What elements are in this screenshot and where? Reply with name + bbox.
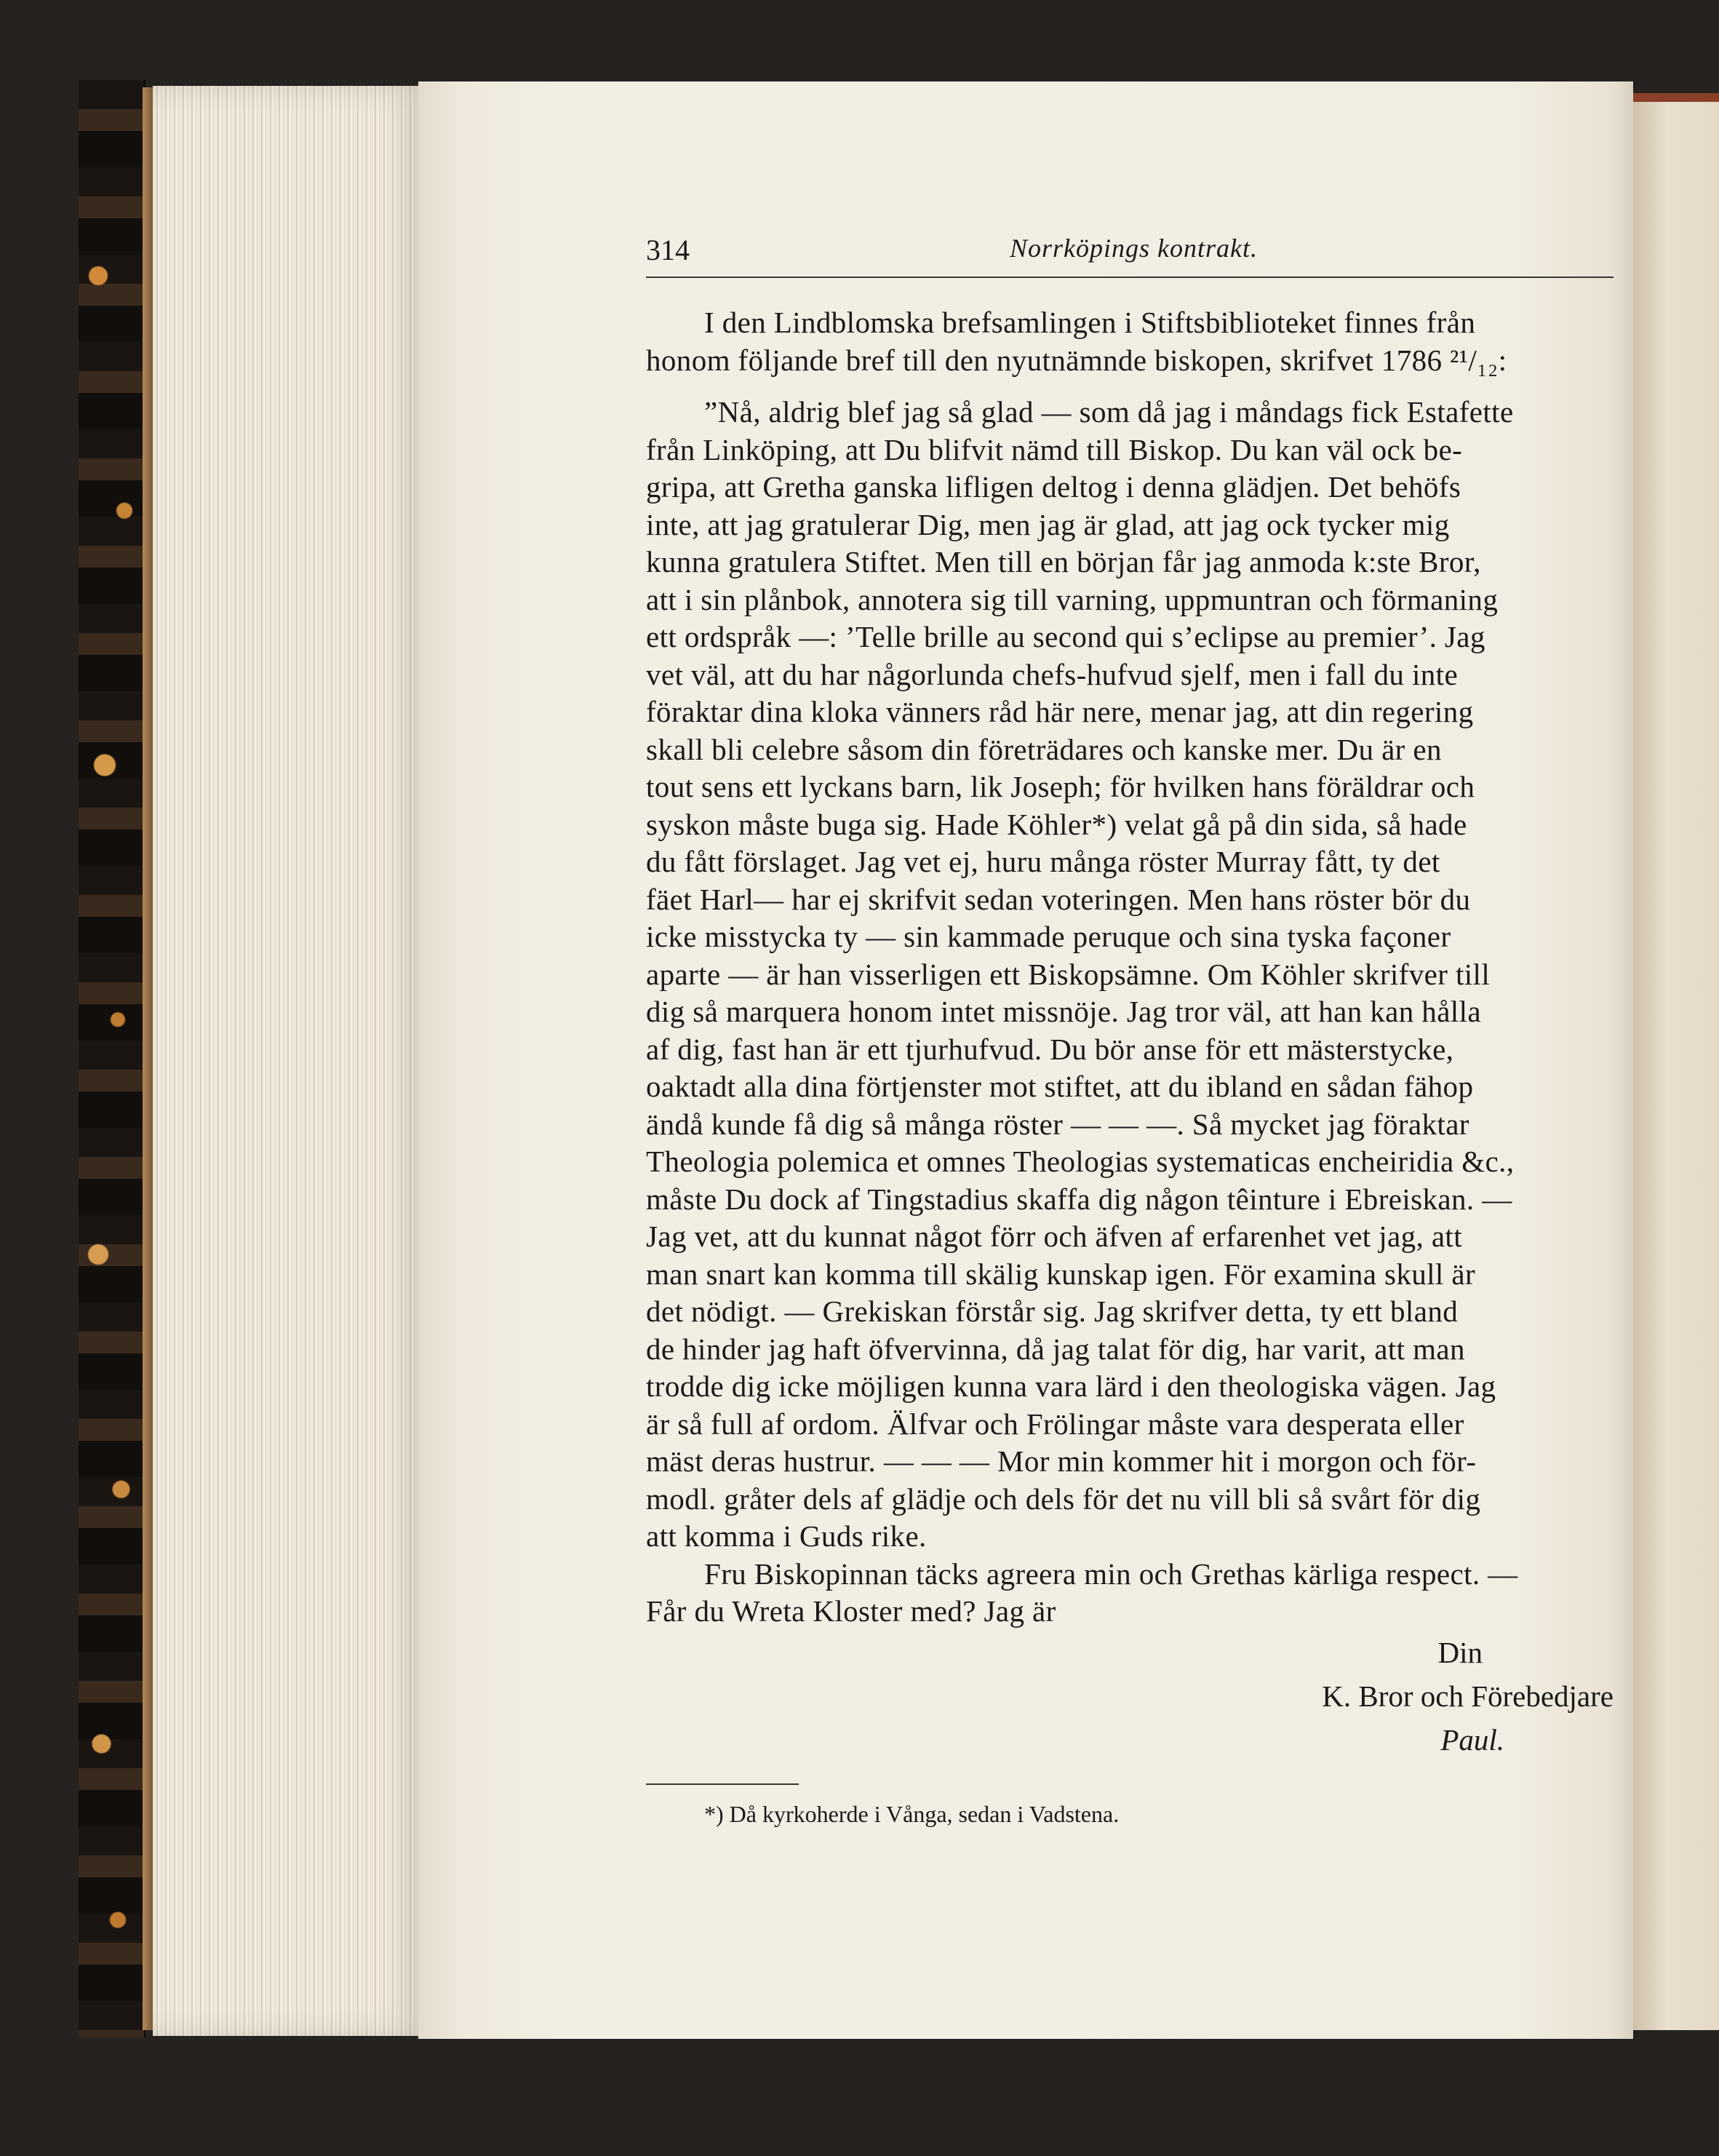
text-line: det nödigt. — Grekiskan förstår sig. Jag skrifver detta, ty ett bland (646, 1294, 1459, 1328)
text-line: ”Nå, aldrig blef jag så glad — som då jag i måndags fick Estafette (704, 395, 1514, 429)
page-number: 314 (646, 234, 690, 266)
text-line: I den Lindblomska brefsamlingen i Stiftsbiblioteket finnes från (704, 306, 1476, 339)
text-line: af dig, fast han är ett tjurhufvud. Du bör anse för ett mästerstycke, (646, 1032, 1454, 1066)
text-line: inte, att jag gratulerar Dig, men jag är glad, att jag ock tycker mig (646, 507, 1450, 541)
book-cover-spine (79, 80, 145, 2037)
text-line: ett ordspråk —: ’Telle brille au second qui s’eclipse au premier’. Jag (646, 620, 1485, 653)
closing-line: Får du Wreta Kloster med? Jag är (646, 1594, 1056, 1628)
text-line: icke misstycka ty — sin kammade peruque och sina tyska façoner (646, 920, 1451, 953)
letter-body (646, 304, 1614, 1762)
text-line: ändå kunde få dig så många röster — — —. Så mycket jag föraktar (646, 1107, 1469, 1141)
text-line: måste Du dock af Tingstadius skaffa dig någon têinture i Ebreiskan. — (646, 1182, 1512, 1216)
text-line: honom följande bref till den nyutnämnde biskopen, skrifvet 1786 ²¹/₁₂: (646, 343, 1507, 377)
text-line: modl. gråter dels af glädje och dels för det nu vill bli så svårt för dig (646, 1481, 1481, 1516)
text-line: fäet Harl— har ej skrifvit sedan voteringen. Men hans röster bör du (646, 882, 1471, 916)
signature-name: Paul. (1440, 1722, 1504, 1757)
running-head: Norrköpings kontrakt. (1010, 234, 1258, 263)
text-line: skall bli celebre såsom din företrädares och kanske mer. Du är en (646, 732, 1442, 766)
text-line: syskon måste buga sig. Hade Köhler*) velat gå på din sida, så hade (646, 807, 1467, 841)
text-line: att komma i Guds rike. (646, 1519, 927, 1553)
text-line: aparte — är han visserligen ett Biskopsämne. Om Köhler skrifver till (646, 957, 1491, 991)
text-line: de hinder jag haft öfvervinna, då jag talat för dig, har varit, att man (646, 1332, 1465, 1366)
text-line: att i sin plånbok, annotera sig till varning, uppmuntran och förmaning (646, 582, 1499, 616)
footnote-rule (646, 1783, 799, 1785)
text-line: föraktar dina kloka vänners råd här nere, menar jag, att din regering (646, 695, 1474, 728)
text-line: från Linköping, att Du blifvit nämd till Biskop. Du kan väl ock be- (646, 432, 1463, 466)
signature-din: Din (1437, 1635, 1483, 1669)
page-stack-left (153, 86, 422, 2036)
text-line: mäst deras hustrur. — — — Mor min kommer hit i morgon och för- (646, 1444, 1477, 1478)
page-header (646, 233, 1614, 278)
facing-page (1630, 102, 1719, 2030)
text-line: kunna gratulera Stiftet. Men till en början får jag anmoda k:ste Bror, (646, 545, 1481, 578)
text-line: man snart kan komma till skälig kunskap igen. För examina skull är (646, 1257, 1476, 1291)
cover-edge (143, 87, 153, 2030)
page-content (646, 233, 1614, 1830)
text-line: oaktadt alla dina förtjenster mot stiftet, att du ibland en sådan fähop (646, 1070, 1474, 1103)
signature-title: K. Bror och Förebedjare (1322, 1679, 1614, 1713)
text-line: vet väl, att du har någorlunda chefs-hufvud sjelf, men i fall du inte (646, 657, 1459, 691)
text-line: Theologia polemica et omnes Theologias systematicas encheiridia &c., (646, 1145, 1515, 1178)
footnote: *) Då kyrkoherde i Vånga, sedan i Vadstena. (704, 1800, 1120, 1827)
text-line: Jag vet, att du kunnat något förr och äfven af erfarenhet vet jag, att (646, 1220, 1463, 1253)
text-line: gripa, att Gretha ganska lifligen deltog i denna glädjen. Det behöfs (646, 470, 1461, 504)
text-line: du fått förslaget. Jag vet ej, huru många röster Murray fått, ty det (646, 845, 1440, 878)
text-line: trodde dig icke möjligen kunna vara lärd i den theologiska vägen. Jag (646, 1369, 1496, 1403)
text-line: är så full af ordom. Älfvar och Frölingar måste vara desperata eller (646, 1407, 1464, 1441)
text-line: dig så marquera honom intet missnöje. Jag tror väl, att han kan hålla (646, 995, 1481, 1028)
closing-line: Fru Biskopinnan täcks agreera min och Grethas kärliga respect. — (704, 1556, 1518, 1591)
text-line: tout sens ett lyckans barn, lik Joseph; för hvilken hans föräldrar och (646, 770, 1475, 803)
